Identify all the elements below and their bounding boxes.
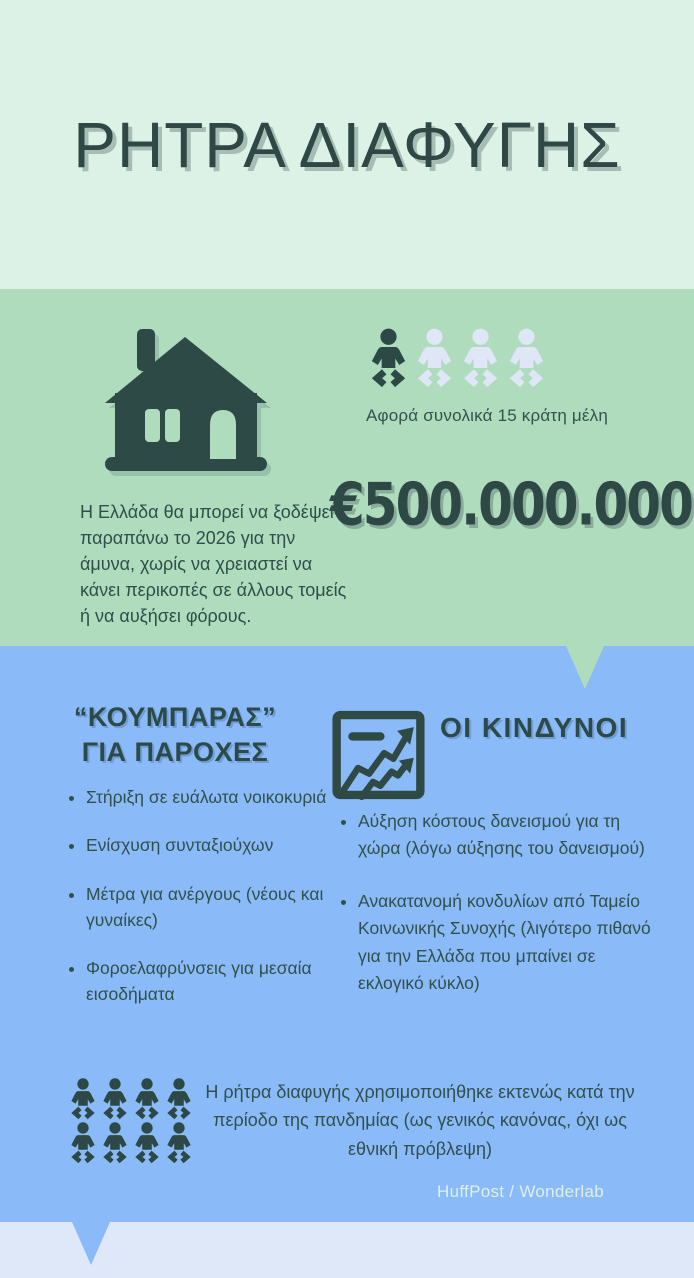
risks-list — [358, 808, 658, 1023]
person-pictogram-icon — [164, 1078, 194, 1121]
benefits-list-item: • Φοροελαφρύνσεις για μεσαία εισοδήματα — [86, 955, 332, 1008]
population-pictograph — [68, 1078, 195, 1165]
benefits-list — [86, 784, 332, 1030]
risks-heading: ΟΙ ΚΙΝΔΥΝΟΙ — [440, 712, 629, 743]
person-pictogram-icon — [164, 1122, 194, 1165]
member-states-pictograph — [368, 328, 547, 390]
person-pictogram-icon-highlighted — [368, 328, 409, 390]
line-chart-arrows-icon — [332, 710, 425, 800]
benefits-heading-line2: ΓΙΑ ΠΑΡΟΧΕΣ — [81, 737, 269, 768]
amount-headline: €500.000.000 — [330, 470, 692, 539]
benefits-list-item: • Μέτρα για ανέργους (νέους και γυναίκες) — [86, 881, 332, 934]
blue-section-pointer — [72, 1222, 110, 1265]
person-pictogram-icon — [68, 1078, 98, 1121]
house-icon — [105, 328, 267, 472]
benefits-heading-line1: “ΚΟΥΜΠΑΡΑΣ” — [73, 702, 277, 732]
footer-note: Η ρήτρα διαφυγής χρησιμοποιήθηκε εκτενώς κατά την περίοδο της πανδημίας (ως γενικός κανόνας, όχι ως εθνική πρόβλεψη) — [205, 1082, 635, 1159]
person-pictogram-icon — [100, 1122, 130, 1165]
benefits-list-item: • Στήριξη σε ευάλωτα νοικοκυριά — [86, 784, 332, 810]
person-pictogram-icon — [460, 328, 501, 390]
risks-list-item: • Ανακατανομή κονδυλίων από Ταμείο Κοινωνικής Συνοχής (λιγότερο πιθανό για την Ελλάδα που μπαίνει σε εκλογικό κύκλο) — [358, 888, 658, 997]
person-pictogram-icon — [506, 328, 547, 390]
person-pictogram-icon — [100, 1078, 130, 1121]
page-title: ΡΗΤΡΑ ΔΙΑΦΥΓΗΣ — [73, 109, 621, 181]
overview-description: Η Ελλάδα θα μπορεί να ξοδέψει παραπάνω το 2026 για την άμυνα, χωρίς να χρειαστεί να κάνει περικοπές σε άλλους τομείς ή να αυξήσει φόρους. — [80, 502, 347, 626]
person-pictogram-icon — [132, 1078, 162, 1121]
member-states-caption: Αφορά συνολικά 15 κράτη μέλη — [366, 406, 609, 425]
benefits-list-item: • Ενίσχυση συνταξιούχων — [86, 832, 332, 858]
person-pictogram-icon — [132, 1122, 162, 1165]
person-pictogram-icon — [68, 1122, 98, 1165]
credit-line: HuffPost / Wonderlab — [437, 1182, 604, 1201]
risks-list-item: • Αύξηση κόστους δανεισμού για τη χώρα (λόγω αύξησης του δανεισμού) — [358, 808, 658, 862]
benefits-heading — [50, 700, 300, 770]
green-section-pointer — [566, 646, 604, 689]
person-pictogram-icon — [414, 328, 455, 390]
